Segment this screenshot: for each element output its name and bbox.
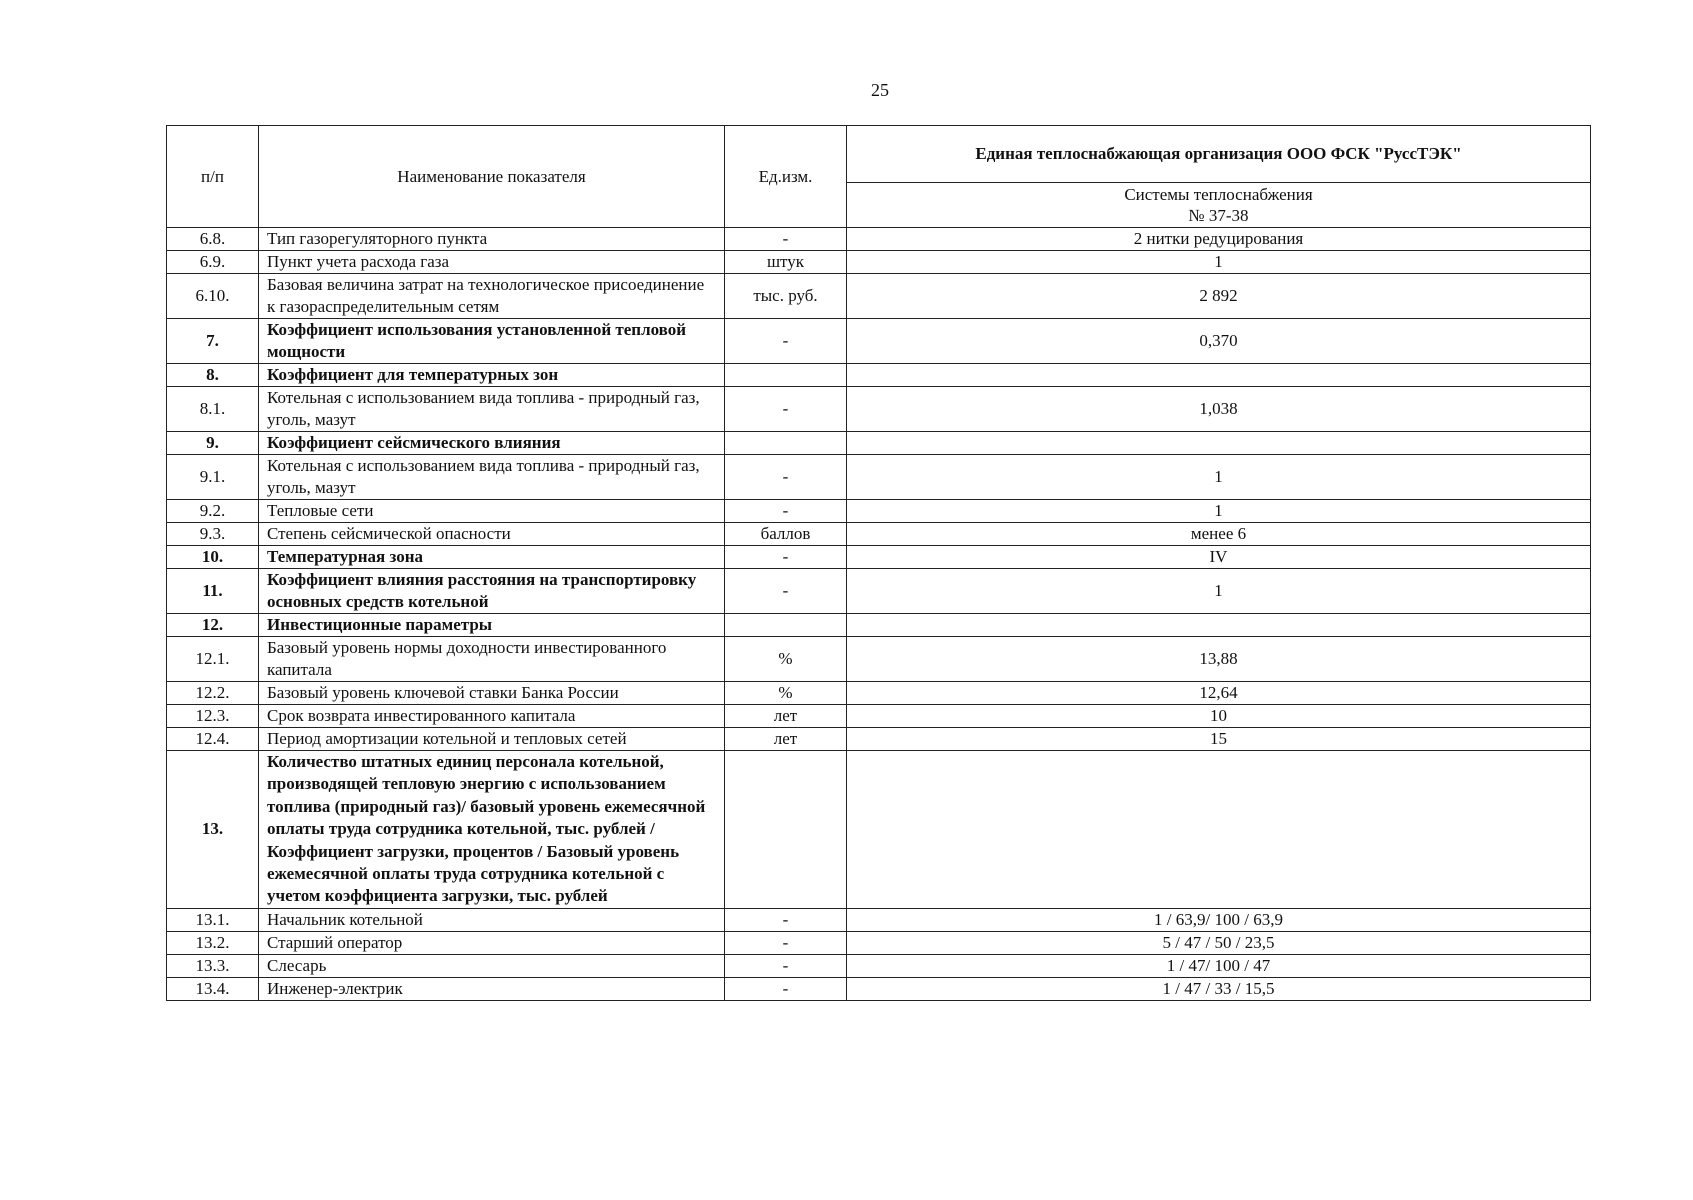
table-row (167, 569, 1591, 614)
row-unit: - (725, 977, 847, 1000)
row-number: 12.3. (167, 705, 259, 728)
row-unit (725, 432, 847, 455)
table-row (167, 228, 1591, 251)
row-unit: тыс. руб. (725, 274, 847, 319)
row-unit: - (725, 569, 847, 614)
header-systems-line1: Системы теплоснабжения (1124, 185, 1313, 204)
row-name: Коэффициент для температурных зон (259, 364, 725, 387)
header-unit: Ед.изм. (725, 126, 847, 228)
row-name: Тип газорегуляторного пункта (259, 228, 725, 251)
table-row (167, 954, 1591, 977)
table-row (167, 705, 1591, 728)
row-value: 1 / 63,9/ 100 / 63,9 (847, 908, 1591, 931)
row-value (847, 432, 1591, 455)
row-name: Базовый уровень нормы доходности инвестированного капитала (259, 637, 725, 682)
row-value: 1 (847, 455, 1591, 500)
table-row (167, 931, 1591, 954)
table-row (167, 977, 1591, 1000)
row-value: 2 нитки редуцирования (847, 228, 1591, 251)
table-row (167, 682, 1591, 705)
row-name: Срок возврата инвестированного капитала (259, 705, 725, 728)
row-name: Количество штатных единиц персонала котельной, производящей тепловую энергию с использованием топлива (природный газ)/ базовый уровень ежемесячной оплаты труда сотрудника котельной, тыс. рублей / Коэффициент загрузки, процентов / Базовый уровень ежемесячной оплаты труда сотрудника котельной с учетом коэффициента загрузки, тыс. рублей (259, 751, 725, 909)
table-row (167, 908, 1591, 931)
row-unit: - (725, 546, 847, 569)
table-row (167, 364, 1591, 387)
table-row (167, 751, 1591, 909)
row-number: 8. (167, 364, 259, 387)
row-number: 12. (167, 614, 259, 637)
row-value: 13,88 (847, 637, 1591, 682)
table-row (167, 319, 1591, 364)
row-number: 13.2. (167, 931, 259, 954)
table-row (167, 637, 1591, 682)
row-number: 13.1. (167, 908, 259, 931)
row-unit: - (725, 319, 847, 364)
row-value: 2 892 (847, 274, 1591, 319)
row-value: 5 / 47 / 50 / 23,5 (847, 931, 1591, 954)
row-value: 1 (847, 500, 1591, 523)
row-name: Температурная зона (259, 546, 725, 569)
row-unit: % (725, 682, 847, 705)
row-number: 12.1. (167, 637, 259, 682)
row-name: Степень сейсмической опасности (259, 523, 725, 546)
row-unit (725, 614, 847, 637)
row-name: Базовый уровень ключевой ставки Банка России (259, 682, 725, 705)
row-unit: % (725, 637, 847, 682)
row-number: 7. (167, 319, 259, 364)
row-name: Инвестиционные параметры (259, 614, 725, 637)
table-row (167, 546, 1591, 569)
row-unit: лет (725, 705, 847, 728)
row-name: Инженер-электрик (259, 977, 725, 1000)
header-num: п/п (167, 126, 259, 228)
row-unit: - (725, 387, 847, 432)
indicators-table (166, 125, 1591, 1001)
row-value: 15 (847, 728, 1591, 751)
row-number: 9. (167, 432, 259, 455)
row-number: 12.2. (167, 682, 259, 705)
row-unit: - (725, 455, 847, 500)
row-name: Начальник котельной (259, 908, 725, 931)
row-number: 12.4. (167, 728, 259, 751)
header-systems-line2: № 37-38 (1188, 206, 1249, 225)
table-row (167, 274, 1591, 319)
row-value: 1 (847, 569, 1591, 614)
row-name: Слесарь (259, 954, 725, 977)
row-name: Коэффициент сейсмического влияния (259, 432, 725, 455)
row-number: 10. (167, 546, 259, 569)
row-unit: - (725, 500, 847, 523)
row-name: Базовая величина затрат на технологическое присоединение к газораспределительным сетям (259, 274, 725, 319)
row-unit: - (725, 954, 847, 977)
row-name: Период амортизации котельной и тепловых сетей (259, 728, 725, 751)
table-row (167, 387, 1591, 432)
row-value: 1 / 47 / 33 / 15,5 (847, 977, 1591, 1000)
header-systems (847, 183, 1591, 228)
row-unit (725, 751, 847, 909)
row-value (847, 751, 1591, 909)
row-unit (725, 364, 847, 387)
table-row (167, 455, 1591, 500)
row-number: 9.1. (167, 455, 259, 500)
row-number: 6.8. (167, 228, 259, 251)
row-number: 13.3. (167, 954, 259, 977)
row-name: Котельная с использованием вида топлива - природный газ, уголь, мазут (259, 387, 725, 432)
table-row (167, 728, 1591, 751)
table-row (167, 500, 1591, 523)
row-number: 8.1. (167, 387, 259, 432)
row-value: 1 (847, 251, 1591, 274)
row-unit: - (725, 908, 847, 931)
row-name: Тепловые сети (259, 500, 725, 523)
row-value: 1 / 47/ 100 / 47 (847, 954, 1591, 977)
page-number: 25 (871, 80, 889, 100)
header-organization: Единая теплоснабжающая организация ООО ФСК "РуссТЭК" (847, 126, 1591, 183)
row-unit: баллов (725, 523, 847, 546)
row-unit: лет (725, 728, 847, 751)
row-number: 11. (167, 569, 259, 614)
table-row (167, 432, 1591, 455)
row-unit: - (725, 228, 847, 251)
row-name: Котельная с использованием вида топлива - природный газ, уголь, мазут (259, 455, 725, 500)
row-value: 0,370 (847, 319, 1591, 364)
row-name: Пункт учета расхода газа (259, 251, 725, 274)
header-name: Наименование показателя (259, 126, 725, 228)
row-unit: - (725, 931, 847, 954)
row-value: IV (847, 546, 1591, 569)
row-number: 6.9. (167, 251, 259, 274)
row-value (847, 364, 1591, 387)
table-row (167, 251, 1591, 274)
table-body (167, 228, 1591, 1001)
row-value: 12,64 (847, 682, 1591, 705)
row-number: 6.10. (167, 274, 259, 319)
row-name: Коэффициент использования установленной тепловой мощности (259, 319, 725, 364)
row-name: Старший оператор (259, 931, 725, 954)
table-row (167, 523, 1591, 546)
row-number: 13. (167, 751, 259, 909)
row-name: Коэффициент влияния расстояния на транспортировку основных средств котельной (259, 569, 725, 614)
row-value: 1,038 (847, 387, 1591, 432)
row-value (847, 614, 1591, 637)
row-unit: штук (725, 251, 847, 274)
row-number: 13.4. (167, 977, 259, 1000)
row-value: менее 6 (847, 523, 1591, 546)
table-row (167, 614, 1591, 637)
row-value: 10 (847, 705, 1591, 728)
row-number: 9.2. (167, 500, 259, 523)
row-number: 9.3. (167, 523, 259, 546)
